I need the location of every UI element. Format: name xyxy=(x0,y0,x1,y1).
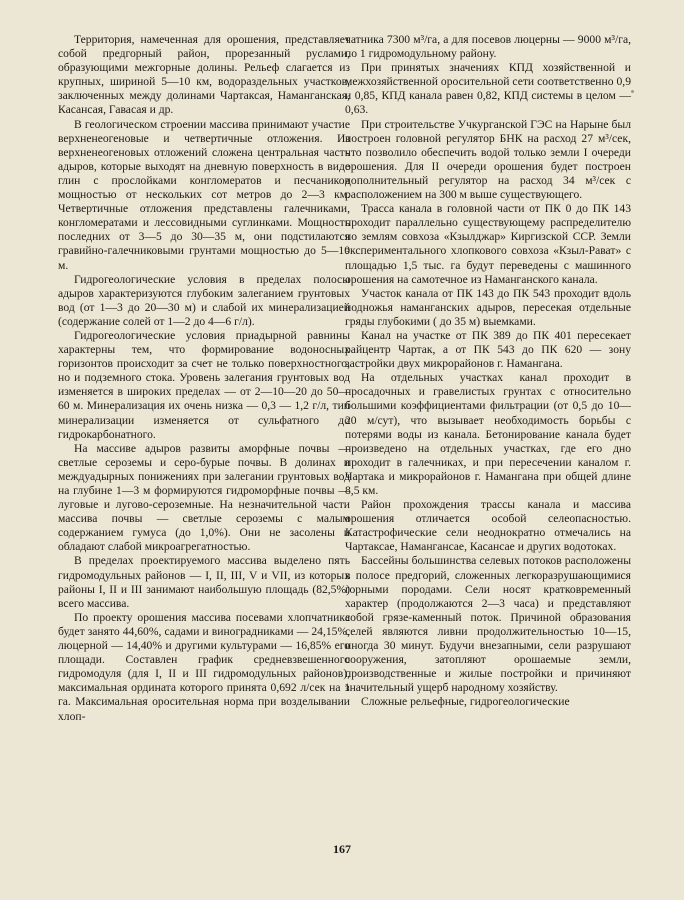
paragraph: Канал на участке от ПК 389 до ПК 401 пересекает райцентр Чартак, а от ПК 543 до ПК 620 — зону застройки двух микрорайонов г. Намангана. xyxy=(345,328,631,371)
right-text-column xyxy=(345,33,631,710)
paragraph: Гидрогеологические условия в пределах полосы адыров характеризуются глубоким залеганием грунтовых вод (от 1—3 до 20—30 м) и слабой их минерализацией (содержание солей от 1—2 до 4—6 г/л). xyxy=(58,272,350,328)
paragraph: В геологическом строении массива принимают участие верхненеогеновые и четвертичные отложения. Из верхненеогеновых отложений сложена центральная часть адыров, которые выходят на дневную поверхность в виде глин с прослойками конгломератов и песчаников мощностью от нескольких сот метров до 2—3 км. Четвертичные отложения представлены галечниками, конгломератами и лессовидными суглинками. Мощность последних от 3—5 до 30—35 м, они подстилаются гравийно-галечниковыми грунтами мощностью до 5—10 м. xyxy=(58,117,350,272)
paragraph: При строительстве Учкурганской ГЭС на Нарыне был построен головной регулятор БНК на расход 27 м³/сек, что позволило обеспечить водой только земли I очереди орошения. Для II очереди орошения будет построен дополнительный регулятор на расход 34 м³/сек с расположением на 300 м выше существующего. xyxy=(345,117,631,202)
paragraph: Бассейны большинства селевых потоков расположены в полосе предгорий, сложенных легкоразрушающимися горными породами. Сели носят кратковременный характер (продолжаются 2—3 часа) и представляют собой грязе-каменный поток. Причиной образования селей являются ливни продолжительностью 10—15, иногда 30 минут. Будучи внезапными, сели разрушают сооружения, затопляют орошаемые земли, производственные и жилые постройки и причиняют значительный ущерб народному хозяйству. xyxy=(345,554,631,695)
paragraph: Сложные рельефные, гидрогеологические xyxy=(361,695,570,709)
paragraph: На отдельных участках канал проходит в просадочных и гравелистых грунтах с относительно большими коэффициентами фильтрации (от 0,5 до 10—20 м/сут), что вызывает необходимость борьбы с потерями воды из канала. Бетонирование канала будет произведено на отдельных участках, где его дно проходит в галечниках, и при пересечении каналом г. Чартака и микрорайонов г. Намангана при общей длине 8,5 км. xyxy=(345,371,631,497)
paragraph: Район прохождения трассы канала и массива орошения отличается особой селеопасностью. Катастрофические сели неоднократно отмечались на Чартаксае, Наманганcае, Касансае и других водотоках. xyxy=(345,498,631,554)
paragraph: Гидрогеологические условия приадырной равнины характерны тем, что формирование водоносных горизонтов происходит за счет не только поверхностного, но и подземного стока. Уровень залегания грунтовых вод изменяется в широких пределах — от 2—10—20 до 50—60 м. Минерализация их очень низка — 0,3 — 1,2 г/л, тип минерализации изменяется от сульфатного до гидрокарбонатного. xyxy=(58,328,350,441)
left-text-column xyxy=(58,33,350,724)
paragraph: На массиве адыров развиты аморфные почвы — светлые сероземы и серо-бурые почвы. В долинах и междуадырных понижениях при залегании грунтовых вод на глубине 1—3 м формируются гидроморфные почвы — луговые и лугово-сероземные. На незначительной части массива почвы — светлые сероземы с малым содержанием гумуса (до 1,0%). Они не засолены и обладают слабой микроагрегатностью. xyxy=(58,441,350,554)
paragraph: При принятых значениях КПД хозяйственной и межхозяйственной оросительной сети соответственно 0,9 и 0,85, КПД канала равен 0,82, КПД системы в целом — 0,63. xyxy=(345,61,631,117)
paragraph: По проекту орошения массива посевами хлопчатника будет занято 44,60%, садами и виноградниками — 24,15%, люцерной — 14,40% и другими культурами — 16,85% его площади. Составлен график средневзвешенного гидромодуля (для I, II и III гидромодульных районов), максимальная ордината которого принята 0,692 л/сек на 1 га. Максимальная оросительная норма при возделывании хлоп- xyxy=(58,610,350,723)
page-number: 167 xyxy=(333,842,351,856)
paragraph: Трасса канала в головной части от ПК 0 до ПК 143 проходит параллельно существующему распределителю по землям совхоза «Кзылджар» Киргизской ССР. Земли экспериментального хлопкового совхоза «Кзыл-Рават» с площадью 1,5 тыс. га будут переведены с машинного орошения на самотечное из Наманганского канала. xyxy=(345,202,631,286)
paragraph: Участок канала от ПК 143 до ПК 543 проходит вдоль подножья наманганских адыров, пересекая отдельные гряды глубокими ( до 35 м) выемками. xyxy=(345,286,631,328)
paragraph: В пределах проектируемого массива выделено пять гидромодульных районов — I, II, III, V и VII, из которых районы I, II и III занимают наибольшую площадь (82,5%) всего массива. xyxy=(58,554,350,610)
paragraph: Территория, намеченная для орошения, представляет собой предгорный район, прорезанный руслами, образующими межгорные долины. Рельеф слагается из крупных, шириной 5—10 км, водораздельных участков, заключенных между долинами Чартаксая, Наманганская, Касансая, Гавасая и др. xyxy=(58,33,350,117)
paper-speck xyxy=(631,90,634,93)
paragraph-continuation: чатника 7300 м³/га, а для посевов люцерны — 9000 м³/га, по 1 гидромодульному району. xyxy=(345,33,631,61)
